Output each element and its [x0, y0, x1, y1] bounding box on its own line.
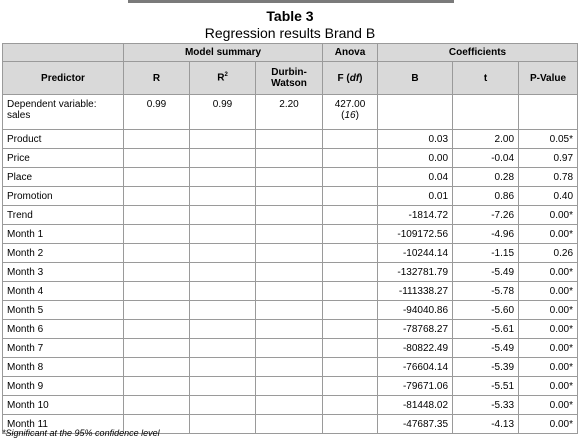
table-row [3, 282, 578, 301]
f-value: 427.00 (16) [323, 95, 378, 130]
empty-cell [190, 206, 256, 225]
p-value-cell: 0.00* [519, 301, 578, 320]
table-row [3, 339, 578, 358]
predictor-cell: Trend [3, 206, 124, 225]
table-row [3, 320, 578, 339]
group-header-row [3, 44, 578, 62]
t-cell: -5.49 [453, 263, 519, 282]
b-cell: 0.01 [378, 187, 453, 206]
p-value-cell: 0.05* [519, 130, 578, 149]
empty-cell [124, 168, 190, 187]
b-cell: -47687.35 [378, 415, 453, 434]
predictor-cell: Place [3, 168, 124, 187]
empty-cell [323, 339, 378, 358]
empty-cell [256, 301, 323, 320]
empty-cell [256, 396, 323, 415]
empty-cell [256, 206, 323, 225]
r-header: R [124, 62, 190, 95]
dependent-variable-row [3, 95, 578, 130]
empty-cell [124, 149, 190, 168]
empty-cell [323, 263, 378, 282]
p-value-cell: 0.00* [519, 415, 578, 434]
predictor-cell: Month 4 [3, 282, 124, 301]
p-value-cell: 0.00* [519, 320, 578, 339]
empty-cell [190, 358, 256, 377]
p-value-cell: 0.78 [519, 168, 578, 187]
p-value-cell: 0.00* [519, 377, 578, 396]
b-cell: -76604.14 [378, 358, 453, 377]
t-cell: -5.78 [453, 282, 519, 301]
empty-cell [256, 244, 323, 263]
table-row [3, 187, 578, 206]
t-cell: -5.39 [453, 358, 519, 377]
column-header-row [3, 62, 578, 95]
b-cell: 0.04 [378, 168, 453, 187]
empty-cell [256, 339, 323, 358]
anova-header: Anova [323, 44, 378, 62]
b-cell: -111338.27 [378, 282, 453, 301]
empty-cell [256, 130, 323, 149]
empty-cell [256, 377, 323, 396]
empty-cell [256, 168, 323, 187]
empty-cell [124, 358, 190, 377]
predictor-cell: Month 9 [3, 377, 124, 396]
p-value-header: P-Value [519, 62, 578, 95]
empty-cell [190, 149, 256, 168]
p-value-cell: 0.00* [519, 358, 578, 377]
empty-cell [323, 225, 378, 244]
empty-cell [124, 206, 190, 225]
durbin-watson-header: Durbin- Watson [256, 62, 323, 95]
empty-cell [323, 377, 378, 396]
regression-table [2, 43, 578, 434]
empty-cell [323, 415, 378, 434]
empty-cell [124, 187, 190, 206]
durbin-watson-value: 2.20 [256, 95, 323, 130]
dependent-label: Dependent variable: sales [3, 95, 124, 130]
b-cell: -80822.49 [378, 339, 453, 358]
table-row [3, 225, 578, 244]
r-squared-value: 0.99 [190, 95, 256, 130]
b-cell: -1814.72 [378, 206, 453, 225]
empty-cell [124, 339, 190, 358]
table-row [3, 377, 578, 396]
t-cell: 2.00 [453, 130, 519, 149]
table-row [3, 206, 578, 225]
empty-cell [190, 339, 256, 358]
r-squared-header: $R^2$ [190, 62, 256, 95]
p-value-cell: 0.00* [519, 396, 578, 415]
empty-cell [256, 320, 323, 339]
empty-cell [190, 301, 256, 320]
predictor-cell: Price [3, 149, 124, 168]
predictor-cell: Month 10 [3, 396, 124, 415]
predictor-cell: Product [3, 130, 124, 149]
p-value-cell: 0.00* [519, 206, 578, 225]
table-row [3, 244, 578, 263]
empty-cell [256, 415, 323, 434]
footnote: *Significant at the 95% confidence level [2, 428, 160, 438]
empty-cell [256, 225, 323, 244]
empty-cell [323, 130, 378, 149]
t-cell: -5.49 [453, 339, 519, 358]
empty-cell [124, 320, 190, 339]
empty-cell [190, 130, 256, 149]
empty-cell [323, 244, 378, 263]
empty-cell [323, 187, 378, 206]
empty-cell [124, 225, 190, 244]
table-row [3, 301, 578, 320]
t-cell: 0.28 [453, 168, 519, 187]
predictor-cell: Promotion [3, 187, 124, 206]
p-value-cell: 0.40 [519, 187, 578, 206]
b-cell: -94040.86 [378, 301, 453, 320]
t-cell: -5.33 [453, 396, 519, 415]
table-row [3, 263, 578, 282]
p-value-cell: 0.97 [519, 149, 578, 168]
model-summary-header: Model summary [124, 44, 323, 62]
t-cell: -0.04 [453, 149, 519, 168]
t-cell: -4.13 [453, 415, 519, 434]
table-row [3, 149, 578, 168]
table-row [3, 358, 578, 377]
empty-cell [256, 282, 323, 301]
b-cell: -81448.02 [378, 396, 453, 415]
empty-cell [256, 187, 323, 206]
empty-cell [124, 244, 190, 263]
empty-cell [323, 396, 378, 415]
coefficients-header: Coefficients [378, 44, 578, 62]
p-value-cell: 0.00* [519, 282, 578, 301]
empty-cell [124, 301, 190, 320]
f-df-header: F (df) [323, 62, 378, 95]
table-row [3, 130, 578, 149]
t-cell: -5.60 [453, 301, 519, 320]
empty-cell [190, 282, 256, 301]
empty-cell [124, 282, 190, 301]
blank-header [3, 44, 124, 62]
t-cell: -5.61 [453, 320, 519, 339]
t-header: t [453, 62, 519, 95]
predictor-cell: Month 5 [3, 301, 124, 320]
predictor-cell: Month 8 [3, 358, 124, 377]
empty-cell [323, 149, 378, 168]
b-cell: -109172.56 [378, 225, 453, 244]
empty-cell [323, 320, 378, 339]
empty-cell [124, 377, 190, 396]
p-value-cell: 0.00* [519, 339, 578, 358]
empty-cell [323, 282, 378, 301]
b-cell: -132781.79 [378, 263, 453, 282]
empty-cell [190, 244, 256, 263]
predictor-cell: Month 6 [3, 320, 124, 339]
p-value-cell: 0.00* [519, 263, 578, 282]
predictor-cell: Month 7 [3, 339, 124, 358]
t-cell: 0.86 [453, 187, 519, 206]
predictor-cell: Month 11 [3, 415, 124, 434]
table-row [3, 396, 578, 415]
empty-cell [323, 301, 378, 320]
empty-cell [190, 263, 256, 282]
table-subtitle: Regression results Brand B [204, 25, 376, 41]
p-value-cell: 0.26 [519, 244, 578, 263]
empty-cell [323, 358, 378, 377]
t-cell: -4.96 [453, 225, 519, 244]
table-row [3, 168, 578, 187]
b-header: B [378, 62, 453, 95]
table-title: Table 3 [266, 8, 314, 24]
empty-cell [124, 396, 190, 415]
t-cell: -1.15 [453, 244, 519, 263]
predictor-cell: Month 2 [3, 244, 124, 263]
b-cell: -78768.27 [378, 320, 453, 339]
top-rule [128, 0, 454, 3]
empty-cell [190, 168, 256, 187]
p-value-cell: 0.00* [519, 225, 578, 244]
b-cell: 0.00 [378, 149, 453, 168]
empty-cell [190, 320, 256, 339]
empty-cell [323, 206, 378, 225]
t-cell: -7.26 [453, 206, 519, 225]
empty-cell [256, 149, 323, 168]
t-cell: -5.51 [453, 377, 519, 396]
r-value: 0.99 [124, 95, 190, 130]
b-cell: -10244.14 [378, 244, 453, 263]
empty-cell [190, 396, 256, 415]
b-cell: 0.03 [378, 130, 453, 149]
empty-cell [190, 377, 256, 396]
empty-cell [256, 263, 323, 282]
b-cell: -79671.06 [378, 377, 453, 396]
predictor-cell: Month 3 [3, 263, 124, 282]
predictor-cell: Month 1 [3, 225, 124, 244]
empty-cell [190, 415, 256, 434]
empty-cell [190, 225, 256, 244]
empty-cell [323, 168, 378, 187]
predictor-header: Predictor [3, 62, 124, 95]
empty-cell [124, 130, 190, 149]
empty-cell [256, 358, 323, 377]
empty-cell [190, 187, 256, 206]
empty-cell [124, 263, 190, 282]
